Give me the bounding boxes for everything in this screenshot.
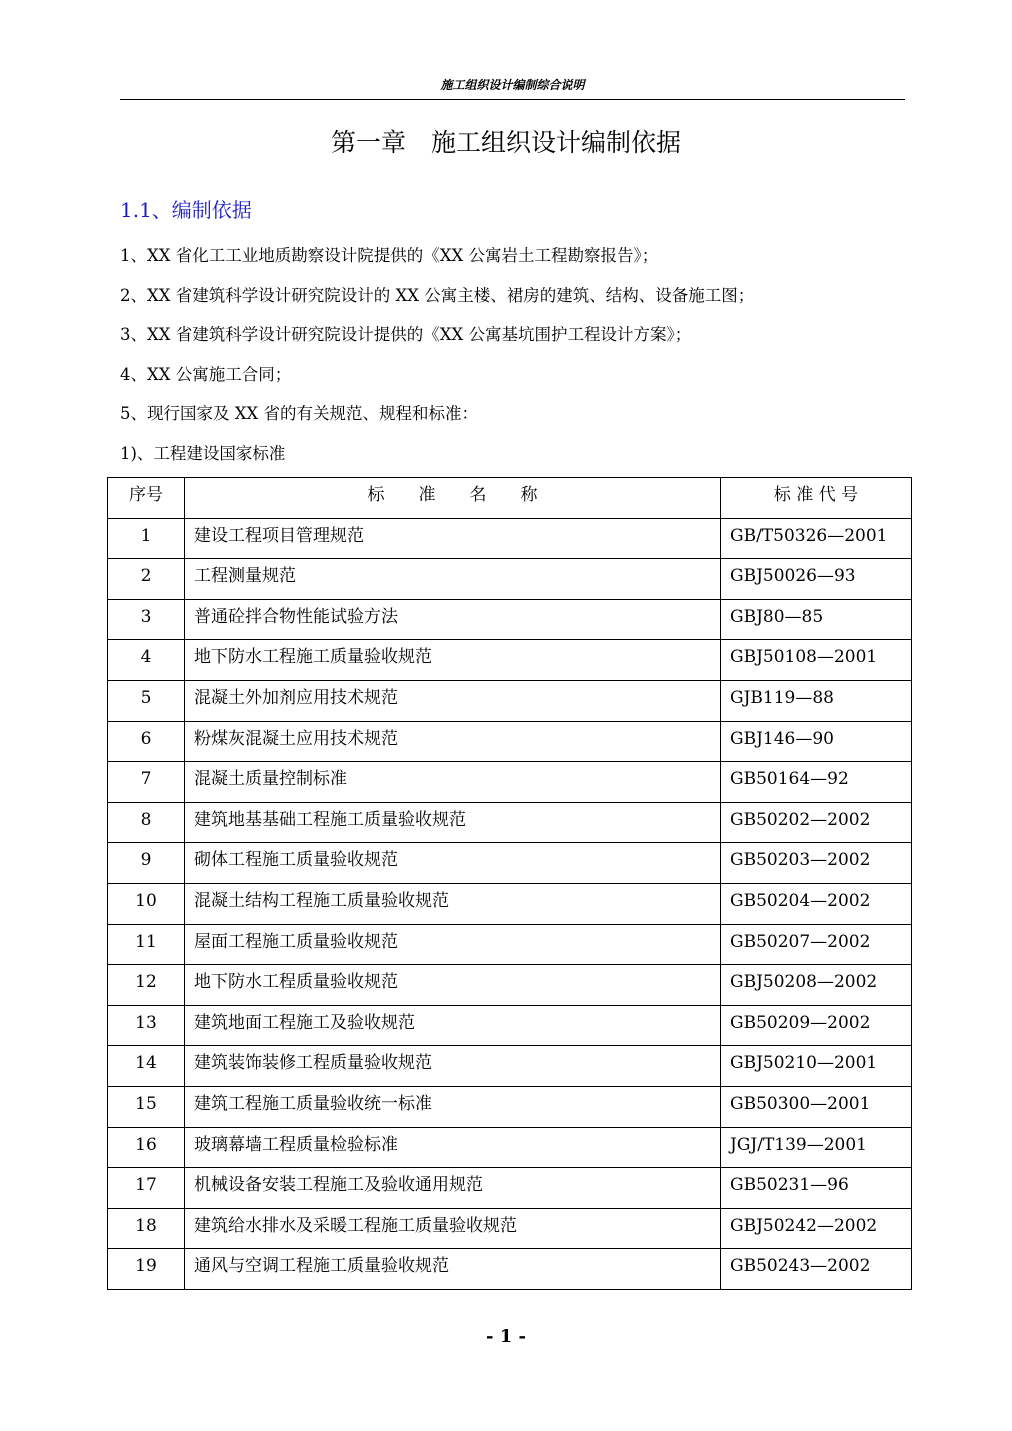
cell-code: GB50243—2002 <box>721 1249 912 1290</box>
cell-code: GB50231—96 <box>721 1168 912 1209</box>
cell-name: 混凝土外加剂应用技术规范 <box>185 680 721 721</box>
table-row <box>108 1127 912 1168</box>
cell-number: 14 <box>108 1046 185 1087</box>
table-row <box>108 1005 912 1046</box>
cell-number: 6 <box>108 721 185 762</box>
table-row <box>108 559 912 600</box>
table-row <box>108 843 912 884</box>
cell-name: 建设工程项目管理规范 <box>185 518 721 559</box>
table-row <box>108 1168 912 1209</box>
paragraph: 2、XX 省建筑科学设计研究院设计的 XX 公寓主楼、裙房的建筑、结构、设备施工图； <box>120 286 755 305</box>
cell-name: 粉煤灰混凝土应用技术规范 <box>185 721 721 762</box>
table-row <box>108 1086 912 1127</box>
cell-code: GB50209—2002 <box>721 1005 912 1046</box>
table-row <box>108 1249 912 1290</box>
cell-number: 5 <box>108 680 185 721</box>
paragraph: 4、XX 公寓施工合同； <box>120 365 292 384</box>
cell-number: 8 <box>108 802 185 843</box>
table-row <box>108 680 912 721</box>
cell-code: GBJ50210—2001 <box>721 1046 912 1087</box>
cell-number: 18 <box>108 1208 185 1249</box>
table-row <box>108 721 912 762</box>
cell-code: GBJ146—90 <box>721 721 912 762</box>
header-cell-name: 标 准 名 称 <box>185 478 721 519</box>
cell-name: 建筑工程施工质量验收统一标准 <box>185 1086 721 1127</box>
cell-number: 16 <box>108 1127 185 1168</box>
cell-name: 建筑地面工程施工及验收规范 <box>185 1005 721 1046</box>
cell-code: GBJ50208—2002 <box>721 965 912 1006</box>
cell-name: 屋面工程施工质量验收规范 <box>185 924 721 965</box>
cell-name: 建筑给水排水及采暖工程施工质量验收规范 <box>185 1208 721 1249</box>
cell-name: 机械设备安装工程施工及验收通用规范 <box>185 1168 721 1209</box>
cell-name: 普通砼拌合物性能试验方法 <box>185 599 721 640</box>
standards-table <box>107 477 912 1290</box>
paragraph: 1、XX 省化工工业地质勘察设计院提供的《XX 公寓岩土工程勘察报告》； <box>120 246 659 265</box>
cell-name: 地下防水工程质量验收规范 <box>185 965 721 1006</box>
cell-code: GB50300—2001 <box>721 1086 912 1127</box>
cell-number: 2 <box>108 559 185 600</box>
cell-name: 建筑地基基础工程施工质量验收规范 <box>185 802 721 843</box>
cell-code: GB50203—2002 <box>721 843 912 884</box>
cell-number: 10 <box>108 883 185 924</box>
cell-number: 19 <box>108 1249 185 1290</box>
cell-name: 建筑装饰装修工程质量验收规范 <box>185 1046 721 1087</box>
cell-number: 7 <box>108 762 185 803</box>
header-cell-number: 序号 <box>108 478 185 519</box>
cell-name: 玻璃幕墙工程质量检验标准 <box>185 1127 721 1168</box>
cell-code: GB50204—2002 <box>721 883 912 924</box>
table-row <box>108 518 912 559</box>
cell-number: 4 <box>108 640 185 681</box>
table-row <box>108 1208 912 1249</box>
table-row <box>108 965 912 1006</box>
cell-number: 1 <box>108 518 185 559</box>
table-row <box>108 640 912 681</box>
page-number: - 1 - <box>486 1326 526 1347</box>
cell-name: 地下防水工程施工质量验收规范 <box>185 640 721 681</box>
cell-code: GB50202—2002 <box>721 802 912 843</box>
table-row <box>108 883 912 924</box>
section-heading: 1.1、编制依据 <box>120 198 252 222</box>
cell-number: 15 <box>108 1086 185 1127</box>
cell-number: 13 <box>108 1005 185 1046</box>
header-cell-code: 标 准 代 号 <box>721 478 912 519</box>
cell-name: 混凝土结构工程施工质量验收规范 <box>185 883 721 924</box>
cell-code: GB50207—2002 <box>721 924 912 965</box>
table-row <box>108 924 912 965</box>
cell-number: 11 <box>108 924 185 965</box>
cell-number: 12 <box>108 965 185 1006</box>
cell-number: 3 <box>108 599 185 640</box>
cell-name: 通风与空调工程施工质量验收规范 <box>185 1249 721 1290</box>
header-divider <box>120 99 905 100</box>
cell-code: GJB119—88 <box>721 680 912 721</box>
cell-name: 混凝土质量控制标准 <box>185 762 721 803</box>
table-row <box>108 599 912 640</box>
cell-code: GBJ50026—93 <box>721 559 912 600</box>
table-row <box>108 802 912 843</box>
cell-number: 17 <box>108 1168 185 1209</box>
cell-code: GBJ50242—2002 <box>721 1208 912 1249</box>
chapter-title: 第一章 施工组织设计编制依据 <box>330 128 681 157</box>
cell-code: GBJ80—85 <box>721 599 912 640</box>
cell-name: 工程测量规范 <box>185 559 721 600</box>
paragraph: 5、现行国家及 XX 省的有关规范、规程和标准： <box>120 404 478 423</box>
cell-code: GB50164—92 <box>721 762 912 803</box>
cell-code: GBJ50108—2001 <box>721 640 912 681</box>
table-header-row <box>108 478 912 519</box>
table-row <box>108 762 912 803</box>
cell-code: JGJ/T139—2001 <box>721 1127 912 1168</box>
running-header: 施工组织设计编制综合说明 <box>440 78 585 92</box>
table-row <box>108 1046 912 1087</box>
paragraph: 1)、工程建设国家标准 <box>120 444 286 463</box>
cell-code: GB/T50326—2001 <box>721 518 912 559</box>
cell-name: 砌体工程施工质量验收规范 <box>185 843 721 884</box>
paragraph: 3、XX 省建筑科学设计研究院设计提供的《XX 公寓基坑围护工程设计方案》； <box>120 325 692 344</box>
cell-number: 9 <box>108 843 185 884</box>
